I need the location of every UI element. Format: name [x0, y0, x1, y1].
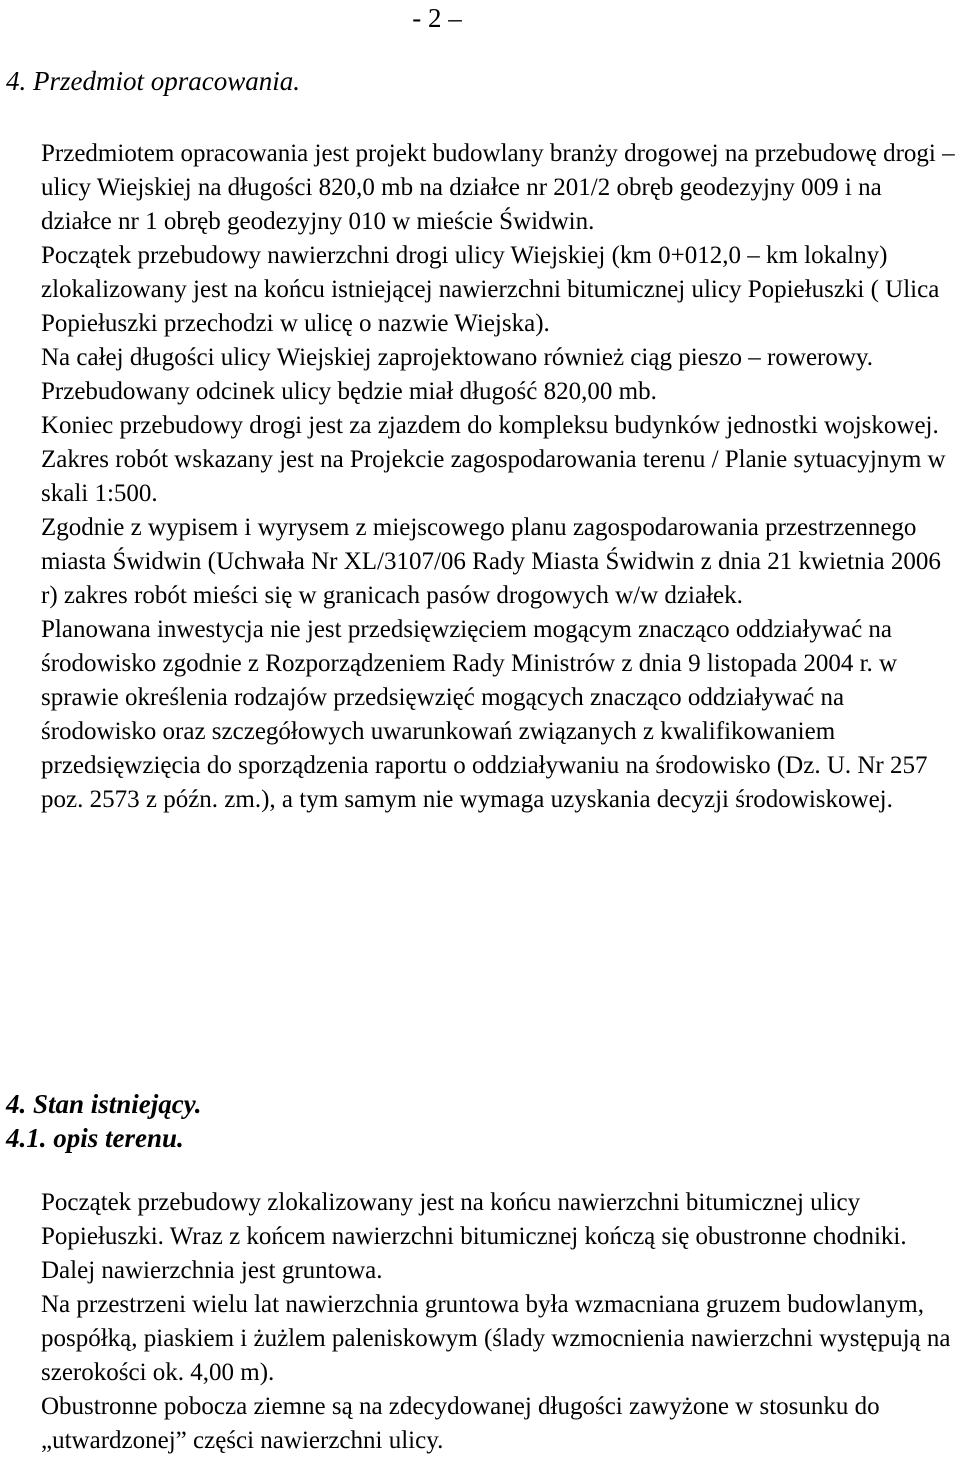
- paragraph: Przebudowany odcinek ulicy będzie miał długość 820,00 mb.: [41, 378, 657, 405]
- subsection-heading-opis-terenu: 4.1. opis terenu.: [6, 1123, 184, 1153]
- paragraph: Początek przebudowy nawierzchni drogi ulicy Wiejskiej (km 0+012,0 – km lokalny) zlokalizowany jest na końcu istniejącej nawierzchni bitumicznej ulicy Popiełuszki ( Ulica Popiełuszki przechodzi w ulicę o nazwie Wiejska).: [41, 242, 940, 337]
- paragraph: Koniec przebudowy drogi jest za zjazdem do kompleksu budynków jednostki wojskowej.: [41, 412, 939, 439]
- paragraph: Zakres robót wskazany jest na Projekcie zagospodarowania terenu / Planie sytuacyjnym w skali 1:500.: [41, 446, 946, 507]
- paragraph: Przedmiotem opracowania jest projekt budowlany branży drogowej na przebudowę drogi – ulicy Wiejskiej na długości 820,0 mb na działce nr 201/2 obręb geodezyjny 009 i na działce nr 1 obręb geodezyjny 010 w mieście Świdwin.: [41, 140, 955, 235]
- section-body-przedmiot: [41, 137, 957, 817]
- section-body-opis-terenu: [41, 1186, 957, 1458]
- section-heading-stan-istniejacy: 4. Stan istniejący.: [6, 1089, 202, 1119]
- paragraph: Początek przebudowy zlokalizowany jest na końcu nawierzchni bitumicznej ulicy Popiełuszki. Wraz z końcem nawierzchni bitumicznej kończą się obustronne chodniki. Dalej nawierzchnia jest gruntowa.: [41, 1189, 907, 1284]
- page-number: - 2 –: [412, 3, 462, 33]
- paragraph: Planowana inwestycja nie jest przedsięwzięciem mogącym znacząco oddziaływać na środowisko zgodnie z Rozporządzeniem Rady Ministrów z dnia 9 listopada 2004 r. w sprawie określenia rodzajów przedsięwzięć mogących znacząco oddziaływać na środowisko oraz szczegółowych uwarunkowań związanych z kwalifikowaniem przedsięwzięcia do sporządzenia raportu o oddziaływaniu na środowisko (Dz. U. Nr 257 poz. 2573 z późn. zm.), a tym samym nie wymaga uzyskania decyzji środowiskowej.: [41, 616, 928, 813]
- paragraph: Na całej długości ulicy Wiejskiej zaprojektowano również ciąg pieszo – rowerowy.: [41, 344, 874, 371]
- paragraph: Zgodnie z wypisem i wyrysem z miejscowego planu zagospodarowania przestrzennego miasta Świdwin (Uchwała Nr XL/3107/06 Rady Miasta Świdwin z dnia 21 kwietnia 2006 r) zakres robót mieści się w granicach pasów drogowych w/w działek.: [41, 514, 941, 609]
- paragraph: Na przestrzeni wielu lat nawierzchnia gruntowa była wzmacniana gruzem budowlanym, pospółką, piaskiem i żużlem paleniskowym (ślady wzmocnienia nawierzchni występują na szerokości ok. 4,00 m).: [41, 1291, 951, 1386]
- paragraph: Obustronne pobocza ziemne są na zdecydowanej długości zawyżone w stosunku do „utwardzonej” części nawierzchni ulicy.: [41, 1393, 880, 1454]
- section-heading-przedmiot: 4. Przedmiot opracowania.: [6, 66, 300, 96]
